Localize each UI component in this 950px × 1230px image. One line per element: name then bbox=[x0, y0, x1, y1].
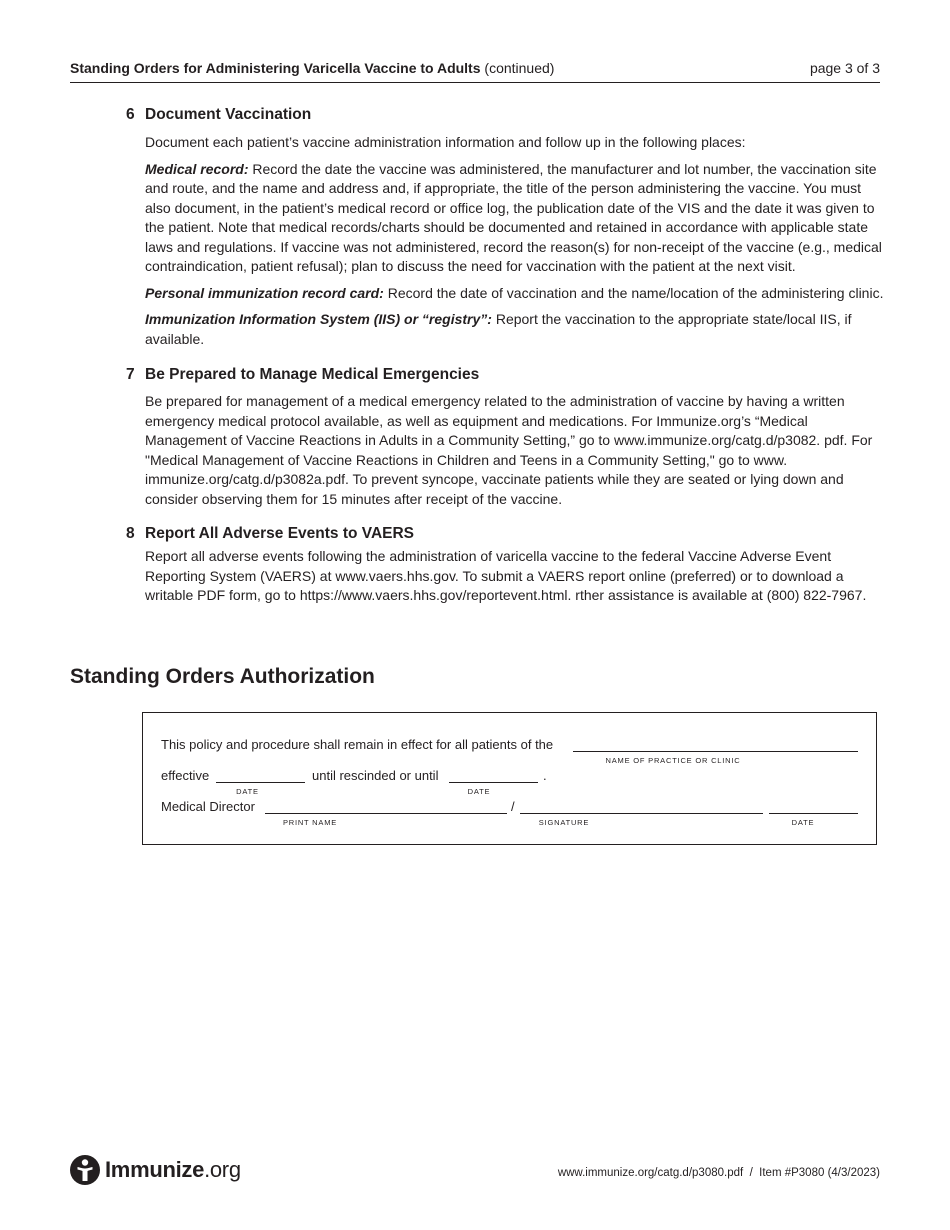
iis-label: Immunization Information System (IIS) or “registry”: bbox=[145, 311, 492, 327]
record-card-label: Personal immunization record card: bbox=[145, 284, 384, 301]
section-body: Be prepared for management of a medical emergency related to the administration of vaccine by having a written emergency medical protocol available, as well as equipment and medications. For Immunize.org’s “Medical Management of Vaccine Reactions in Adults in a Community Setting,” go to www.immunize.org/catg.d/p3082. pdf. For "Medical Management of Vaccine Reactions in Children and Teens in a Community Setting," go to www. immunize.org/catg.d/p3082a.pdf. To prevent syncope, vaccinate patients while they are seated or lying down and consider observing them for 15 minutes after receipt of the vaccine. bbox=[145, 393, 873, 507]
authorization-title: Standing Orders Authorization bbox=[70, 665, 375, 688]
immunize-logo bbox=[69, 1152, 241, 1188]
director-row bbox=[161, 799, 861, 827]
section-medical-emergencies bbox=[126, 365, 886, 516]
section-heading bbox=[126, 524, 886, 544]
logo-main-text: Immunize bbox=[105, 1157, 205, 1182]
signature-caption: SIGNATURE bbox=[538, 818, 590, 827]
period: . bbox=[543, 768, 547, 783]
practice-row bbox=[161, 737, 861, 765]
iis-paragraph bbox=[145, 310, 886, 349]
logo-suffix-text: .org bbox=[204, 1157, 241, 1182]
practice-name-caption: NAME OF PRACTICE OR CLINIC bbox=[605, 756, 741, 765]
section-heading bbox=[126, 105, 886, 125]
section-title: Document Vaccination bbox=[145, 106, 312, 123]
authorization-form bbox=[142, 712, 877, 845]
section-number: 8 bbox=[126, 525, 135, 542]
until-date-caption: DATE bbox=[467, 787, 491, 796]
footer-reference: www.immunize.org/catg.d/p3080.pdf / Item #P3080 (4/3/2023) bbox=[557, 1167, 880, 1179]
section-report-vaers bbox=[126, 524, 886, 613]
medical-record-label: Medical record: bbox=[145, 160, 249, 177]
document-title bbox=[70, 60, 554, 76]
section-body: Report all adverse events following the administration of varicella vaccine to the federal Vaccine Adverse Event Reporting System (VAERS) at www.vaers.hhs.gov. To submit a VAERS report online (preferred) or to download a writable PDF form, go to https://www.vaers.hhs.gov/reportevent.html. rther assistance is available at (800) 822-7967. bbox=[145, 548, 867, 603]
section-heading bbox=[126, 365, 886, 385]
section-document-vaccination bbox=[126, 105, 886, 356]
medical-record-paragraph bbox=[145, 160, 886, 277]
until-date-field[interactable] bbox=[449, 782, 538, 783]
iis-text: Report the vaccination to the appropriate state/local IIS, if available. bbox=[145, 311, 852, 347]
director-date-caption: DATE bbox=[791, 818, 815, 827]
director-label: Medical Director bbox=[161, 799, 255, 814]
page-number: page 3 of 3 bbox=[809, 60, 880, 76]
print-name-field[interactable] bbox=[265, 813, 507, 814]
practice-name-field[interactable] bbox=[573, 751, 858, 752]
record-card-paragraph bbox=[145, 284, 886, 304]
document-title-main: Standing Orders for Administering Varicella Vaccine to Adults bbox=[70, 60, 481, 76]
document-title-continued: (continued) bbox=[480, 60, 555, 76]
effective-row bbox=[161, 768, 861, 796]
until-label: until rescinded or until bbox=[312, 768, 439, 783]
record-card-text: Record the date of vaccination and the name/location of the administering clinic. bbox=[383, 284, 884, 301]
section-intro: Document each patient’s vaccine administration information and follow up in the following places: bbox=[145, 134, 746, 150]
print-name-caption: PRINT NAME bbox=[282, 818, 338, 827]
section-number: 6 bbox=[126, 106, 135, 123]
separator-slash: / bbox=[511, 799, 515, 814]
page-header bbox=[70, 58, 880, 83]
effective-date-caption: DATE bbox=[236, 787, 259, 796]
section-title: Be Prepared to Manage Medical Emergencies bbox=[145, 366, 480, 383]
immunize-logo-icon bbox=[69, 1154, 101, 1186]
section-number: 7 bbox=[126, 366, 135, 383]
policy-text: This policy and procedure shall remain in effect for all patients of the bbox=[161, 737, 554, 752]
director-date-field[interactable] bbox=[769, 813, 858, 814]
signature-field[interactable] bbox=[520, 813, 763, 814]
logo-wordmark bbox=[105, 1157, 241, 1183]
effective-label: effective bbox=[161, 768, 210, 783]
section-title: Report All Adverse Events to VAERS bbox=[145, 525, 415, 542]
effective-date-field[interactable] bbox=[216, 782, 305, 783]
medical-record-text: Record the date the vaccine was administered, the manufacturer and lot number, the vaccination site and route, and the name and address and, if appropriate, the title of the person administering the vaccine. You must also document, in the patient’s medical record or office log, the publication date of the VIS and the date it was given to the patient. Note that medical records/charts should be documented and retained in accordance with applicable state laws and regulations. If vaccine was not administered, record the reason(s) for non-receipt of the vaccine (e.g., medical contraindication, patient refusal); plan to discuss the need for vaccination with the patient at the next visit. bbox=[145, 160, 882, 274]
